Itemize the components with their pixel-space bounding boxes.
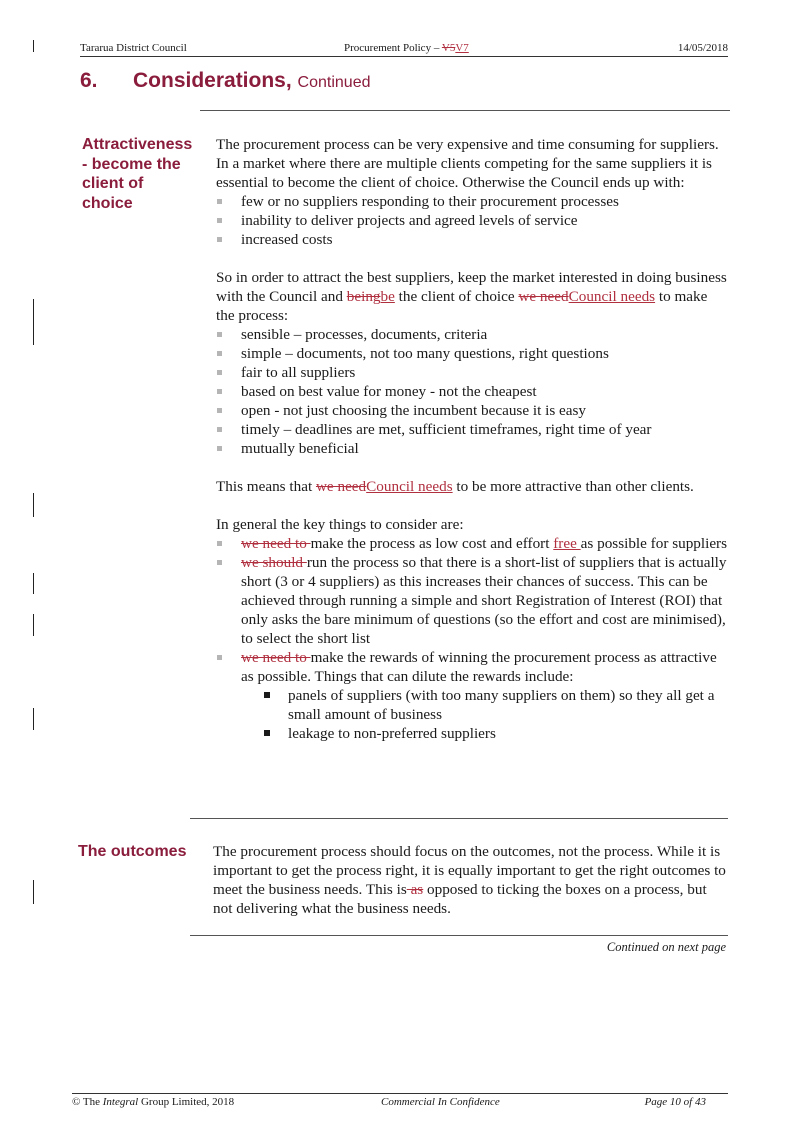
list-item: based on best value for money - not the cheapest <box>216 382 728 401</box>
change-bar <box>33 40 34 52</box>
list-item: we need to make the rewards of winning the procurement process as attractive as possible. Things that can dilute the rewards include: panels of suppliers (with too many suppliers on them) so they all get a small amount of business leakage to non-preferred suppliers <box>216 648 728 743</box>
intro-paragraph: The procurement process can be very expensive and time consuming for suppliers. In a market where there are multiple clients competing for the same suppliers it is essential to become the client of choice. Otherwise the Council ends up with: <box>216 136 719 191</box>
list-item: panels of suppliers (with too many suppliers on them) so they all get a small amount of business <box>263 686 728 724</box>
header-date: 14/05/2018 <box>677 42 728 54</box>
change-bar <box>33 299 34 345</box>
list-item: increased costs <box>216 230 728 249</box>
list-item: we should run the process so that there is a short-list of suppliers that is actually short (3 or 4 suppliers) as this increases their chances of success. This can be achieved through running a simple and short Registration of Interest (ROI) that only asks the bare minimum of questions (so the effort and cost are minimised), to select the short list <box>216 553 728 648</box>
change-bar <box>33 614 34 636</box>
list-item: open - not just choosing the incumbent because it is easy <box>216 401 728 420</box>
section-number: 6. <box>80 69 98 92</box>
footer-copyright: © The Integral Group Limited, 2018 <box>72 1096 235 1108</box>
outcomes-body <box>213 842 728 918</box>
list-item: inability to deliver projects and agreed levels of service <box>216 211 728 230</box>
section-rule <box>190 818 728 819</box>
list-item: we need to make the process as low cost and effort free as possible for suppliers <box>216 534 728 553</box>
attract-paragraph: So in order to attract the best suppliers, keep the market interested in doing business with the Council and beingbe the client of choice we needCouncil needs to make the process: <box>216 269 727 324</box>
header-rule <box>80 56 728 57</box>
continued-note: Continued on next page <box>606 940 726 954</box>
section-label-outcomes: The outcomes <box>78 843 187 860</box>
page-number: Page 10 of 43 <box>644 1096 706 1108</box>
list-item: timely – deadlines are met, sufficient timeframes, right time of year <box>216 420 728 439</box>
change-bar <box>33 493 34 517</box>
change-bar <box>33 708 34 730</box>
outcomes-list <box>216 192 728 249</box>
change-bar <box>33 573 34 594</box>
page-title: Considerations, Continued <box>133 69 371 92</box>
footer-confidential: Commercial In Confidence <box>381 1096 500 1108</box>
list-item: fair to all suppliers <box>216 363 728 382</box>
title-rule <box>200 110 730 111</box>
list-item: simple – documents, not too many questions, right questions <box>216 344 728 363</box>
header-doc-title: Procurement Policy – V5V7 <box>344 42 469 54</box>
footer-rule <box>72 1093 728 1094</box>
key-things-list <box>216 534 728 743</box>
key-things-intro: In general the key things to consider are: <box>216 516 464 533</box>
change-bar <box>33 880 34 904</box>
list-item: leakage to non-preferred suppliers <box>263 724 728 743</box>
list-item: few or no suppliers responding to their procurement processes <box>216 192 728 211</box>
list-item: mutually beneficial <box>216 439 728 458</box>
dilute-list <box>241 686 728 743</box>
attractiveness-body <box>216 135 728 743</box>
section-label-attractiveness: Attractiveness - become the client of choice <box>82 136 193 212</box>
outcomes-paragraph: The procurement process should focus on the outcomes, not the process. While it is important to get the process right, it is equally important to get the right outcomes to meet the business needs. This is as opposed to ticking the boxes on a process, but not delivering what the business needs. <box>213 843 726 917</box>
means-paragraph: This means that we needCouncil needs to be more attractive than other clients. <box>216 478 694 495</box>
qualities-list <box>216 325 728 458</box>
header-org: Tararua District Council <box>80 42 187 54</box>
section-rule <box>190 935 728 936</box>
list-item: sensible – processes, documents, criteria <box>216 325 728 344</box>
